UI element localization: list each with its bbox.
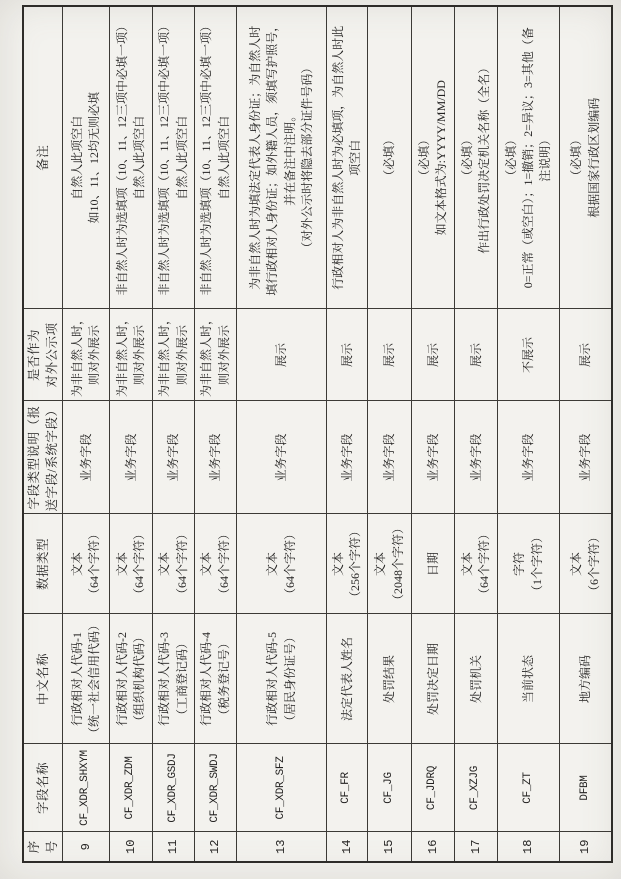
- display-cell: [63, 309, 110, 401]
- seq-cell: [195, 832, 237, 862]
- cell-line: CF_XZJG: [469, 765, 482, 811]
- field-name-cell: [327, 744, 368, 832]
- cell-line: 处罚决定日期: [425, 643, 440, 716]
- seq-cell: [412, 832, 455, 862]
- seq-cell: [63, 832, 110, 862]
- cell-line: （工商登记码）: [174, 637, 189, 722]
- chinese-name-cell: [153, 614, 195, 744]
- cell-line: （64个字符）: [477, 528, 492, 601]
- seq-cell: [327, 832, 368, 862]
- cell-line: 并在备注中注明。: [282, 109, 297, 206]
- data-type-cell: [560, 514, 612, 614]
- remark-cell: [455, 6, 498, 309]
- cell-line: 自然人此项空白: [174, 115, 189, 200]
- rotated-table-container: [22, 7, 602, 863]
- cell-line: 文本: [265, 552, 280, 577]
- cell-line: 文本: [199, 552, 214, 577]
- cell-line: 法定代表人姓名: [339, 637, 354, 722]
- cell-line: （居民身份证号）: [282, 631, 297, 728]
- cell-line: 业务字段: [339, 433, 354, 482]
- cell-line: 数据类型: [36, 538, 51, 591]
- field-name-cell: [195, 744, 237, 832]
- remark-cell: [498, 6, 560, 309]
- cell-line: 10: [123, 839, 138, 854]
- cell-line: 根据国家行政区划编码: [586, 97, 601, 218]
- cell-line: 行政相对人代码-1: [69, 632, 84, 726]
- table-row-14: [327, 6, 368, 862]
- chinese-name-cell: [455, 614, 498, 744]
- cell-line: 19: [577, 839, 592, 854]
- cell-line: 17: [468, 839, 483, 854]
- header-row: [23, 6, 63, 862]
- field-type-cell: [455, 401, 498, 514]
- cell-line: 18: [521, 839, 536, 854]
- cell-line: 13: [274, 839, 289, 854]
- cell-line: 业务字段: [166, 433, 181, 482]
- cell-line: 字段名称: [36, 762, 51, 815]
- table-body: [23, 6, 612, 862]
- cell-line: 处罚机关: [468, 655, 483, 704]
- data-type-cell: [498, 514, 560, 614]
- cell-line: （6个字符）: [586, 531, 601, 598]
- column-header-field_name: [23, 744, 63, 832]
- cell-line: 字段类型说明（报: [27, 405, 41, 510]
- column-header-remark: [23, 6, 63, 309]
- cell-line: 业务字段: [382, 433, 397, 482]
- cell-line: 则对外展示: [87, 325, 102, 386]
- table-row-18: [498, 6, 560, 862]
- cell-line: CF_XDR_ZDM: [124, 756, 137, 820]
- chinese-name-cell: [412, 614, 455, 744]
- cell-line: 文本: [330, 552, 345, 577]
- field-name-cell: [110, 744, 153, 832]
- data-type-cell: [153, 514, 195, 614]
- table-row-15: [368, 6, 412, 862]
- field-type-cell: [560, 401, 612, 514]
- cell-line: 对外公示项: [45, 322, 60, 388]
- cell-line: 0=正常（或空白）；1=撤销；2=异议；3=其他（备: [521, 27, 536, 289]
- table-row-13: [237, 6, 327, 862]
- cell-line: 11: [166, 839, 181, 854]
- field-type-cell: [498, 401, 560, 514]
- cell-line: 行政相对人代码-4: [199, 632, 214, 726]
- field-type-cell: [327, 401, 368, 514]
- field-name-cell: [153, 744, 195, 832]
- cell-line: 备注: [36, 144, 51, 171]
- chinese-name-cell: [368, 614, 412, 744]
- data-type-cell: [412, 514, 455, 614]
- cell-line: （组织机构代码）: [132, 631, 147, 728]
- field-name-cell: [237, 744, 327, 832]
- remark-cell: [368, 6, 412, 309]
- cell-line: CF_FR: [340, 772, 353, 804]
- seq-cell: [498, 832, 560, 862]
- cell-line: CF_ZT: [521, 772, 534, 804]
- column-header-public_display: [23, 309, 63, 401]
- cell-line: 为非自然人时为填法定代表人身份证；为自然人时: [247, 25, 262, 290]
- cell-line: 地方编码: [577, 655, 592, 704]
- display-cell: [327, 309, 368, 401]
- cell-line: 行政相对人代码-3: [157, 632, 172, 726]
- cell-line: （必填）: [459, 133, 474, 182]
- cell-line: 如10、11、12均无则必填: [87, 91, 102, 224]
- table-row-9: [63, 6, 110, 862]
- cell-line: 展示: [274, 343, 289, 368]
- table-row-12: [195, 6, 237, 862]
- data-type-cell: [63, 514, 110, 614]
- cell-line: （64个字符）: [282, 528, 297, 601]
- cell-line: 中文名称: [36, 653, 51, 706]
- cell-line: 送字段/系统字段）: [45, 403, 60, 512]
- cell-line: 不展示: [521, 337, 536, 374]
- cell-line: 注说明）: [538, 133, 553, 182]
- cell-line: （64个字符）: [132, 528, 147, 601]
- cell-line: 非自然人时为选填项（10、11、12三项中必填一项）: [114, 19, 129, 296]
- seq-cell: [455, 832, 498, 862]
- cell-line: 业务字段: [577, 433, 592, 482]
- cell-line: CF_XDR_GSDJ: [166, 753, 179, 823]
- cell-line: 业务字段: [123, 433, 138, 482]
- field-type-cell: [110, 401, 153, 514]
- cell-line: （64个字符）: [174, 528, 189, 601]
- fields-table: [22, 5, 613, 863]
- cell-line: 为非自然人时，: [69, 313, 84, 398]
- cell-line: 自然人此项空白: [69, 115, 84, 200]
- cell-line: 文本: [373, 552, 388, 577]
- cell-line: 则对外展示: [216, 325, 231, 386]
- cell-line: CF_XDR_SWDJ: [208, 753, 221, 823]
- field-name-cell: [560, 744, 612, 832]
- remark-cell: [153, 6, 195, 309]
- display-cell: [560, 309, 612, 401]
- cell-line: （必填）: [382, 133, 397, 182]
- cell-line: （税务登记号）: [216, 637, 231, 722]
- chinese-name-cell: [110, 614, 153, 744]
- display-cell: [455, 309, 498, 401]
- cell-line: CF_JDRQ: [426, 765, 439, 811]
- seq-cell: [368, 832, 412, 862]
- cell-line: 行政相对人代码-2: [114, 632, 129, 726]
- field-name-cell: [412, 744, 455, 832]
- column-header-field_type: [23, 401, 63, 514]
- cell-line: 非自然人时为选填项（10、11、12三项中必填一项）: [157, 19, 172, 296]
- cell-line: 作出行政处罚决定机关名称（全名）: [477, 61, 492, 254]
- cell-line: 则对外展示: [174, 325, 189, 386]
- chinese-name-cell: [498, 614, 560, 744]
- cell-line: 业务字段: [521, 433, 536, 482]
- data-type-cell: [195, 514, 237, 614]
- cell-line: 行政相对人为非自然人时为必填项，为自然人时此: [330, 25, 345, 290]
- cell-line: 展示: [577, 343, 592, 368]
- field-name-cell: [63, 744, 110, 832]
- cell-line: 展示: [382, 343, 397, 368]
- field-name-cell: [368, 744, 412, 832]
- cell-line: 业务字段: [78, 433, 93, 482]
- remark-cell: [237, 6, 327, 309]
- remark-cell: [195, 6, 237, 309]
- cell-line: 字符: [512, 552, 527, 577]
- cell-line: （统一社会信用代码）: [87, 619, 102, 740]
- field-type-cell: [237, 401, 327, 514]
- table-row-16: [412, 6, 455, 862]
- column-header-data_type: [23, 514, 63, 614]
- cell-line: 为非自然人时，: [157, 313, 172, 398]
- field-type-cell: [195, 401, 237, 514]
- cell-line: 项空白: [348, 139, 363, 176]
- cell-line: 展示: [468, 343, 483, 368]
- remark-cell: [63, 6, 110, 309]
- table-row-10: [110, 6, 153, 862]
- cell-line: （2048个字符）: [390, 522, 405, 607]
- cell-line: 日期: [425, 552, 440, 577]
- seq-cell: [237, 832, 327, 862]
- chinese-name-cell: [195, 614, 237, 744]
- cell-line: 文本: [114, 552, 129, 577]
- data-type-cell: [110, 514, 153, 614]
- seq-cell: [560, 832, 612, 862]
- column-header-seq: [23, 832, 63, 862]
- data-type-cell: [368, 514, 412, 614]
- cell-line: 业务字段: [208, 433, 223, 482]
- cell-line: （64个字符）: [87, 528, 102, 601]
- field-name-cell: [498, 744, 560, 832]
- cell-line: 为非自然人时，: [199, 313, 214, 398]
- cell-line: 填行政相对人身份证；如外籍人员，须填写护照号，: [265, 19, 280, 296]
- display-cell: [195, 309, 237, 401]
- cell-line: 当前状态: [521, 655, 536, 704]
- remark-cell: [110, 6, 153, 309]
- table-row-19: [560, 6, 612, 862]
- cell-line: 业务字段: [425, 433, 440, 482]
- cell-line: CF_XDR_SFZ: [274, 756, 287, 820]
- cell-line: 处罚结果: [382, 655, 397, 704]
- cell-line: （对外公示时将隐去部分证件号码）: [300, 61, 315, 254]
- seq-cell: [153, 832, 195, 862]
- cell-line: 展示: [425, 343, 440, 368]
- display-cell: [153, 309, 195, 401]
- cell-line: 业务字段: [468, 433, 483, 482]
- field-name-cell: [455, 744, 498, 832]
- cell-line: 15: [382, 839, 397, 854]
- cell-line: （必填）: [503, 133, 518, 182]
- display-cell: [237, 309, 327, 401]
- chinese-name-cell: [560, 614, 612, 744]
- cell-line: （1个字符）: [529, 531, 544, 598]
- cell-line: 行政相对人代码-5: [265, 632, 280, 726]
- display-cell: [412, 309, 455, 401]
- cell-line: （必填）: [416, 133, 431, 182]
- cell-line: 是否作为: [27, 329, 41, 382]
- display-cell: [498, 309, 560, 401]
- chinese-name-cell: [63, 614, 110, 744]
- chinese-name-cell: [327, 614, 368, 744]
- chinese-name-cell: [237, 614, 327, 744]
- cell-line: DFBM: [578, 775, 591, 801]
- display-cell: [368, 309, 412, 401]
- seq-cell: [110, 832, 153, 862]
- remark-cell: [412, 6, 455, 309]
- data-type-cell: [237, 514, 327, 614]
- cell-line: 文本: [569, 552, 584, 577]
- remark-cell: [327, 6, 368, 309]
- cell-line: 则对外展示: [132, 325, 147, 386]
- field-type-cell: [412, 401, 455, 514]
- cell-line: 14: [339, 839, 354, 854]
- data-type-cell: [455, 514, 498, 614]
- cell-line: 自然人此项空白: [132, 115, 147, 200]
- cell-line: 12: [208, 839, 223, 854]
- field-type-cell: [368, 401, 412, 514]
- data-type-cell: [327, 514, 368, 614]
- table-row-11: [153, 6, 195, 862]
- cell-line: （64个字符）: [216, 528, 231, 601]
- cell-line: 自然人此项空白: [216, 115, 231, 200]
- cell-line: （必填）: [569, 133, 584, 182]
- cell-line: 文本: [157, 552, 172, 577]
- cell-line: 非自然人时为选填项（10、11、12三项中必填一项）: [199, 19, 214, 296]
- display-cell: [110, 309, 153, 401]
- cell-line: 业务字段: [274, 433, 289, 482]
- column-header-chinese_name: [23, 614, 63, 744]
- cell-line: CF_JG: [382, 772, 395, 804]
- cell-line: 序: [27, 840, 41, 854]
- cell-line: 如文本格式为:YYYY/MM/DD: [434, 80, 449, 236]
- cell-line: 为非自然人时，: [114, 313, 129, 398]
- table-row-17: [455, 6, 498, 862]
- cell-line: 文本: [459, 552, 474, 577]
- cell-line: CF_XDR_SHXYM: [79, 750, 92, 826]
- cell-line: （256个字符）: [348, 525, 363, 604]
- cell-line: 号: [45, 840, 60, 854]
- field-type-cell: [153, 401, 195, 514]
- field-type-cell: [63, 401, 110, 514]
- remark-cell: [560, 6, 612, 309]
- cell-line: 9: [78, 843, 93, 851]
- cell-line: 16: [425, 839, 440, 854]
- cell-line: 展示: [339, 343, 354, 368]
- cell-line: 文本: [69, 552, 84, 577]
